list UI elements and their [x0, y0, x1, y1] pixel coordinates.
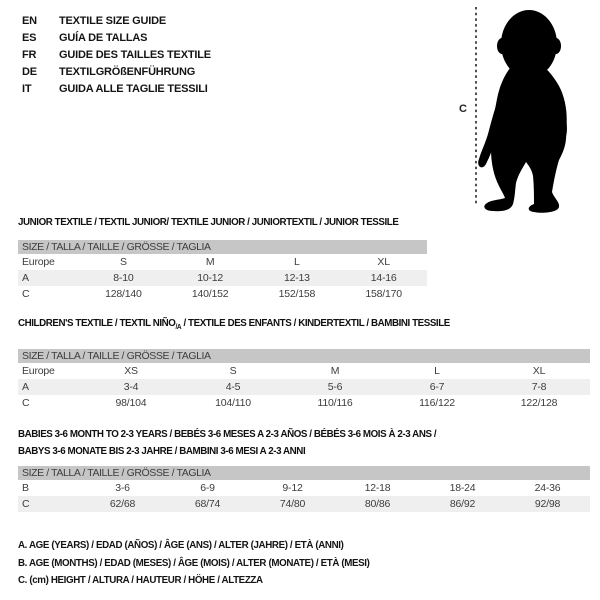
- size-cell: 9-12: [282, 482, 303, 494]
- size-cell: 3-6: [115, 482, 130, 494]
- size-cell: 86/92: [449, 498, 476, 510]
- size-cell: 80/86: [364, 498, 391, 510]
- size-cell: S: [229, 365, 237, 378]
- size-cell: 140/152: [191, 288, 229, 300]
- size-cell: 92/98: [534, 498, 561, 510]
- table-row: [18, 254, 427, 270]
- size-cell: 7-8: [531, 381, 547, 394]
- title-line-1: BABIES 3-6 MONTH TO 2-3 YEARS / BEBÉS 3-6 MESES A 2-3 AÑOS / BÉBÉS 3-6 MOIS À 2-3 ANS /: [18, 428, 437, 440]
- footnote-legend: [18, 537, 396, 590]
- lang-code: DE: [22, 66, 37, 78]
- size-cell: 98/104: [115, 397, 147, 410]
- lang-row-en: [22, 13, 211, 30]
- size-cell: 12-13: [283, 272, 310, 284]
- row-label: Europe: [22, 365, 55, 378]
- size-cell: 68/74: [194, 498, 221, 510]
- babies-section-title: [18, 426, 550, 460]
- size-cell: M: [205, 256, 215, 268]
- lang-code: IT: [22, 83, 32, 95]
- size-cell: XL: [532, 365, 546, 378]
- title-line-2: BABYS 3-6 MONATE BIS 2-3 JAHRE / BAMBINI 3-6 MESI A 2-3 ANNI: [18, 445, 306, 457]
- row-label: C: [22, 397, 30, 410]
- size-cell: M: [330, 365, 340, 378]
- children-textile-section: [18, 317, 590, 411]
- table-row: [18, 270, 427, 286]
- size-cell: 14-16: [370, 272, 397, 284]
- lang-label: GUIDE DES TAILLES TEXTILE: [59, 49, 211, 61]
- footnote-b: B. AGE (MONTHS) / EDAD (MESES) / ÂGE (MOIS) / ALTER (MONATE) / ETÀ (MESI): [18, 556, 370, 569]
- size-cell: 3-4: [123, 381, 139, 394]
- table-row: [18, 496, 590, 512]
- row-label: C: [22, 498, 30, 510]
- row-label: B: [22, 482, 29, 494]
- size-header-bar: SIZE / TALLA / TAILLE / GRÖSSE / TAGLIA: [18, 240, 427, 254]
- table-row: [18, 379, 590, 395]
- size-header-bar: SIZE / TALLA / TAILLE / GRÖSSE / TAGLIA: [18, 466, 590, 480]
- table-row: [18, 286, 427, 302]
- title-text: / TEXTILE DES ENFANTS / KINDERTEXTIL / BAMBINI TESSILE: [181, 317, 450, 329]
- size-cell: 122/128: [520, 397, 558, 410]
- size-cell: 104/110: [215, 397, 251, 410]
- size-cell: 128/140: [105, 288, 142, 300]
- lang-label: TEXTILE SIZE GUIDE: [59, 15, 167, 27]
- table-row: [18, 363, 590, 379]
- row-label: C: [22, 288, 30, 300]
- row-label: A: [22, 272, 29, 284]
- row-label: Europe: [22, 256, 55, 268]
- size-cell: S: [119, 256, 127, 268]
- size-cell: 158/170: [365, 288, 402, 300]
- row-label: A: [22, 381, 29, 394]
- lang-code: ES: [22, 32, 37, 44]
- height-label-c: C: [459, 103, 467, 115]
- baby-height-figure: [455, 4, 585, 216]
- size-cell: L: [294, 256, 300, 268]
- lang-row-de: [22, 64, 211, 81]
- size-cell: 74/80: [279, 498, 306, 510]
- size-cell: 62/68: [109, 498, 136, 510]
- lang-label: TEXTILGRÖßENFÜHRUNG: [59, 66, 196, 78]
- size-cell: XL: [377, 256, 390, 268]
- lang-row-fr: [22, 47, 211, 64]
- babies-size-table: [18, 466, 590, 512]
- size-cell: 8-10: [113, 272, 134, 284]
- lang-label: GUÍA DE TALLAS: [59, 32, 148, 44]
- babies-textile-section: [18, 426, 590, 512]
- lang-row-it: [22, 81, 211, 98]
- size-cell: 116/122: [419, 397, 455, 410]
- size-cell: 12-18: [364, 482, 391, 494]
- children-size-table: [18, 349, 590, 411]
- footnote-a: A. AGE (YEARS) / EDAD (AÑOS) / ÂGE (ANS) / ALTER (JAHRE) / ETÀ (ANNI): [18, 539, 344, 551]
- size-cell: 18-24: [449, 482, 476, 494]
- footnote-c: C. (cm) HEIGHT / ALTURA / HAUTEUR / HÖHE / ALTEZZA: [18, 574, 263, 586]
- junior-textile-section: [18, 216, 427, 302]
- size-cell: 5-6: [327, 381, 343, 394]
- size-cell: 6-9: [200, 482, 215, 494]
- size-cell: L: [434, 365, 440, 378]
- junior-size-table: [18, 240, 427, 302]
- baby-silhouette-icon: [455, 4, 585, 216]
- table-row: [18, 480, 590, 496]
- size-cell: 110/116: [317, 397, 353, 410]
- junior-section-title: JUNIOR TEXTILE / TEXTIL JUNIOR/ TEXTILE JUNIOR / JUNIORTEXTIL / JUNIOR TESSILE: [18, 216, 399, 228]
- lang-code: EN: [22, 15, 37, 27]
- children-section-title: [18, 317, 550, 334]
- title-text: CHILDREN'S TEXTILE / TEXTIL NIÑO: [18, 317, 176, 329]
- size-header-bar: SIZE / TALLA / TAILLE / GRÖSSE / TAGLIA: [18, 349, 590, 363]
- size-cell: 4-5: [225, 381, 241, 394]
- language-title-list: [22, 13, 211, 98]
- size-cell: XS: [124, 365, 138, 378]
- lang-label: GUIDA ALLE TAGLIE TESSILI: [59, 83, 208, 95]
- lang-code: FR: [22, 49, 37, 61]
- size-cell: 6-7: [429, 381, 445, 394]
- size-cell: 152/158: [278, 288, 316, 300]
- lang-row-es: [22, 30, 211, 47]
- size-cell: 24-36: [534, 482, 561, 494]
- title-subscript: /A: [175, 324, 182, 332]
- baby-figure-shape: [478, 10, 567, 213]
- table-row: [18, 395, 590, 411]
- size-cell: 10-12: [197, 272, 224, 284]
